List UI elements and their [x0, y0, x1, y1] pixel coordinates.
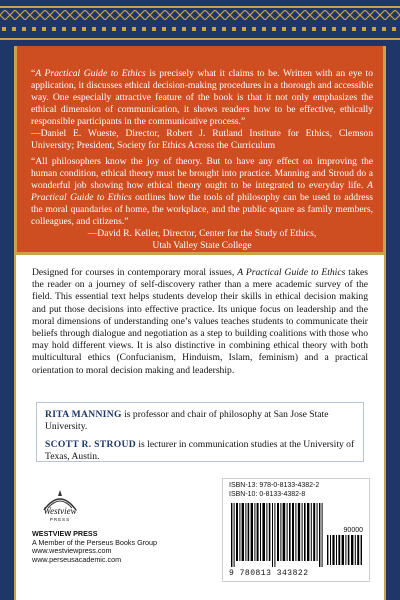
svg-text:Westview: Westview: [43, 506, 77, 516]
isbn-13: ISBN-13: 978-0-8133-4382-2: [229, 482, 320, 489]
description-book-title: A Practical Guide to Ethics: [237, 267, 346, 278]
gold-rule-top: [0, 6, 400, 8]
endorsement-panel: [14, 46, 386, 252]
price-code: 90000: [343, 527, 363, 534]
gold-pattern-row-2: [0, 24, 400, 34]
endorsement-quote-1: [31, 68, 373, 152]
endorsement-quote-2: [31, 156, 373, 252]
publisher-member: A Member of the Perseus Books Group: [32, 537, 158, 547]
quote-1-attribution: —Daniel E. Wueste, Director, Robert J. Rutland Institute for Ethics, Clemson University; President, Society for Ethics Across the Curriculum: [31, 128, 373, 151]
author-bio-2: [45, 439, 355, 463]
svg-text:PRESS: PRESS: [49, 517, 71, 522]
price-barcode-icon: [327, 535, 363, 565]
gold-strip-left: [14, 252, 16, 600]
quote-1-body: is precisely what it claims to be. Written with an eye to application, it discusses ethical decision-making procedures in a thorough and accessible way. One especially attractive feature of the book is that it not only emphasizes the ethical dimension of communication, it shows readers how to be effective, ethically responsible participants in the communicative process.”: [31, 68, 373, 127]
gold-strip-right: [384, 252, 386, 600]
right-navy-column: [386, 46, 400, 600]
publisher-url-1: www.westviewpress.com: [32, 546, 112, 556]
gold-pattern-row-1: [0, 10, 400, 20]
quote-2-body-start: “All philosophers know the joy of theory. But to have any effect on improving the human condition, ethical theory must be brought into practice. Manning and Stroud do a wonderful job showing how ethical theory ought to be integrated to everyday life.: [31, 156, 373, 191]
quote-2-body-end: outlines how the tools of philosophy can be used to address the moral quandaries of home, the workplace, and the public square as family members, colleagues, and citizens.”: [31, 192, 373, 227]
quote-2-book-title: A Practical Guide to Ethics: [31, 180, 373, 203]
publisher-name: WESTVIEW PRESS: [32, 529, 98, 538]
decorative-top-band: [0, 0, 400, 46]
author-bio-1: [45, 409, 355, 433]
author-name-2: SCOTT R. STROUD: [45, 439, 136, 450]
ean-barcode-icon: [231, 503, 323, 567]
isbn-10: ISBN-10: 0-8133-4382-8: [229, 491, 306, 498]
westview-logo-icon: [40, 484, 80, 522]
gold-rule-bottom: [0, 38, 400, 40]
quote-2-attribution-line-2: Utah Valley State College: [152, 240, 252, 251]
author-name-1: RITA MANNING: [45, 409, 122, 420]
description-body: takes the reader on a journey of self-discovery rather than a mere academic survey of the field. This essential text helps students develop their skills in ethical decision making and put those decisions into effective practice. Its unique focus on leadership and the moral dimensions of understanding one’s values teaches students to communicate their beliefs through dialogue and negotiation as a step to building coalitions with those who may hold different views. It is also distinctive in combining ethical theory with both multicultural ethics (Confucianism, Hinduism, Islam, feminism) and a practical orientation to moral decision making and leadership.: [32, 267, 368, 376]
publisher-url-2: www.perseusacademic.com: [32, 554, 122, 564]
quote-1-open: “: [31, 68, 36, 79]
publisher-info: [32, 530, 157, 564]
author-bios-box: [36, 402, 364, 462]
description-lead: Designed for courses in contemporary moral issues,: [32, 267, 238, 278]
author-bio-text-2: is lecturer in communication studies at the University of Texas, Austin.: [45, 439, 355, 462]
barcode-block: [222, 478, 370, 582]
quote-2-attribution-line-1: —David R. Keller, Director, Center for the Study of Ethics,: [87, 228, 317, 239]
left-navy-column: [0, 46, 14, 600]
author-bio-text-1: is professor and chair of philosophy at San Jose State University.: [45, 409, 329, 432]
quote-1-book-title: A Practical Guide to Ethics: [35, 68, 146, 79]
barcode-digits: 9 780813 343822: [229, 569, 309, 578]
gold-separator: [14, 252, 386, 255]
book-description: [32, 267, 368, 377]
